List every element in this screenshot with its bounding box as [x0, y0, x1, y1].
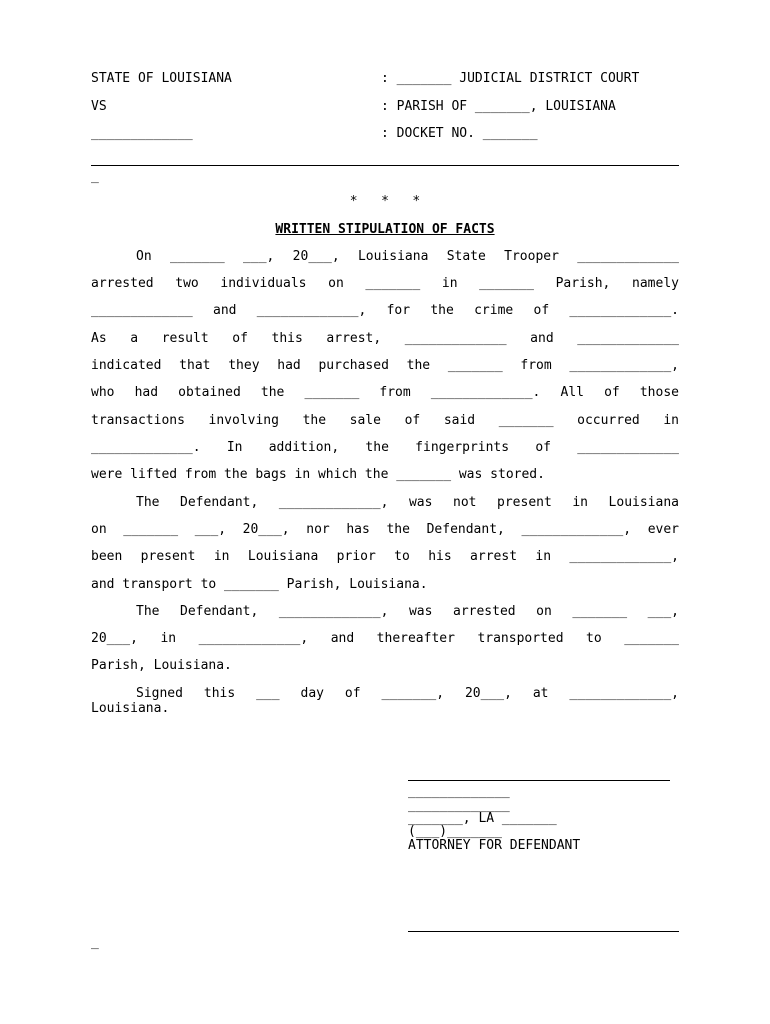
caption-vs: VS: [91, 99, 107, 114]
signature-phone: (___)_______: [408, 824, 502, 839]
caption-underscore-mark: _: [91, 169, 99, 184]
body-line: arrested two individuals on _______ in _______ Parish, namely: [91, 276, 679, 291]
caption-parish: : PARISH OF _______, LOUISIANA: [381, 99, 616, 114]
signature-blank: _____________: [408, 784, 510, 799]
footer-underscore-mark: _: [91, 935, 99, 950]
body-line: indicated that they had purchased the _______ from _____________,: [91, 358, 679, 373]
body-line: transactions involving the sale of said _______ occurred in: [91, 413, 679, 428]
document-title: WRITTEN STIPULATION OF FACTS: [275, 222, 495, 237]
body-line: _____________. In addition, the fingerprints of _____________: [91, 440, 679, 455]
signed-line: Signed this ___ day of _______, 20___, at _____________,: [136, 686, 679, 701]
caption-docket: : DOCKET NO. _______: [381, 126, 538, 141]
body-line: were lifted from the bags in which the _______ was stored.: [91, 467, 545, 482]
caption-state: STATE OF LOUISIANA: [91, 71, 232, 86]
body-line: _____________ and _____________, for the crime of _____________.: [91, 303, 679, 318]
bottom-signature-line: [408, 931, 679, 932]
signature-line: [408, 780, 670, 781]
signature-city: _______, LA _______: [408, 811, 557, 826]
body-line: Parish, Louisiana.: [91, 658, 232, 673]
caption-divider: [91, 165, 679, 166]
body-line: who had obtained the _______ from _____________. All of those: [91, 385, 679, 400]
signed-line: Louisiana.: [91, 701, 170, 716]
body-line: 20___, in _____________, and thereafter transported to _______: [91, 631, 679, 646]
body-line: The Defendant, _____________, was arrested on _______ ___,: [136, 604, 679, 619]
body-line: On _______ ___, 20___, Louisiana State Trooper _____________: [136, 249, 679, 264]
section-stars: * * *: [349, 194, 421, 209]
body-line: As a result of this arrest, _____________ and _____________: [91, 331, 679, 346]
body-line: and transport to _______ Parish, Louisiana.: [91, 577, 428, 592]
signature-blank: _____________: [408, 798, 510, 813]
caption-defendant-blank: _____________: [91, 126, 193, 141]
caption-court: : _______ JUDICIAL DISTRICT COURT: [381, 71, 640, 86]
body-line: The Defendant, _____________, was not present in Louisiana: [136, 495, 679, 510]
body-line: been present in Louisiana prior to his arrest in _____________,: [91, 549, 679, 564]
body-line: on _______ ___, 20___, nor has the Defendant, _____________, ever: [91, 522, 679, 537]
signature-role: ATTORNEY FOR DEFENDANT: [408, 838, 581, 853]
